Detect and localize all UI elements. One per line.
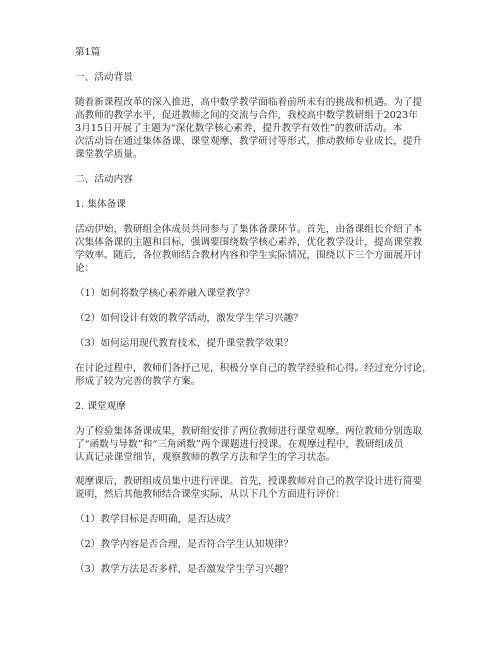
paragraph-line: 说明，然后其他教师结合课堂实际，从以下几个方面进行评价： <box>75 489 346 500</box>
list-item-question-2: （2）如何设计有效的教学活动，激发学生学习兴趣？ <box>75 313 303 324</box>
paragraph-background <box>75 96 435 161</box>
list-item-question-1: （1）如何将数学核心素养融入课堂教学？ <box>75 288 255 299</box>
section-heading-content: 二、活动内容 <box>75 174 133 185</box>
paragraph-discussion <box>75 362 435 388</box>
paragraph-line: 高教师的教学水平，促进教师之间的交流与合作，我校高中数学教研组于2023年 <box>75 110 418 121</box>
paragraph-line: 观摩课后，教研组成员集中进行评课。首先，授课教师对自己的教学设计进行简要 <box>75 476 423 487</box>
subheading-classroom-observation: 2. 课堂观摩 <box>75 401 126 412</box>
paragraph-line: 在讨论过程中，教师们各抒己见，积极分享自己的教学经验和心得。经过充分讨论， <box>75 363 432 374</box>
section-heading-background: 一、活动背景 <box>75 72 133 83</box>
paragraph-line: 认真记录课堂细节，观察教师的教学方法和学生的学习状态。 <box>75 452 336 463</box>
paragraph-line: 为了检验集体备课成果，教研组安排了两位教师进行课堂观摩。两位教师分别选取 <box>75 426 423 437</box>
list-item-criterion-3: （3）教学方法是否多样，是否激发学生学习兴趣？ <box>75 564 294 575</box>
list-item-criterion-1: （1）教学目标是否明确，是否达成？ <box>75 514 236 525</box>
document-body <box>75 46 435 576</box>
list-item-criterion-2: （2）教学内容是否合理，是否符合学生认知规律？ <box>75 539 294 550</box>
paragraph-line: 学效率。随后，各位教师结合教材内容和学生实际情况，围绕以下三个方面展开讨 <box>75 250 423 261</box>
part-title: 第1篇 <box>75 47 101 58</box>
paragraph-evaluation <box>75 475 435 501</box>
subheading-collective-lesson-prep: 1. 集体备课 <box>75 199 126 210</box>
paragraph-line: 论： <box>75 263 95 274</box>
list-item-question-3: （3）如何运用现代教育技术，提升课堂教学效果？ <box>75 338 294 349</box>
paragraph-line: 3月15日开展了主题为“深化数学核心素养，提升教学有效性”的教研活动。本 <box>75 123 403 134</box>
paragraph-line: 次活动旨在通过集体备课、课堂观摩、教学研讨等形式，推动教师专业成长，提升 <box>75 136 423 147</box>
paragraph-line: 随着新课程改革的深入推进，高中数学教学面临着前所未有的挑战和机遇。为了提 <box>75 97 423 108</box>
paragraph-line: 活动伊始，教研组全体成员共同参与了集体备课环节。首先，由备课组长介绍了本 <box>75 224 423 235</box>
paragraph-line: 次集体备课的主题和目标，强调要围绕数学核心素养，优化教学设计，提高课堂教 <box>75 237 423 248</box>
paragraph-line: 了“函数与导数”和“三角函数”两个课题进行授课。在观摩过程中，教研组成员 <box>75 439 404 450</box>
paragraph-lesson-prep <box>75 223 435 275</box>
paragraph-line: 形成了较为完善的教学方案。 <box>75 376 201 387</box>
paragraph-observation <box>75 425 435 464</box>
paragraph-line: 课堂教学质量。 <box>75 149 143 160</box>
